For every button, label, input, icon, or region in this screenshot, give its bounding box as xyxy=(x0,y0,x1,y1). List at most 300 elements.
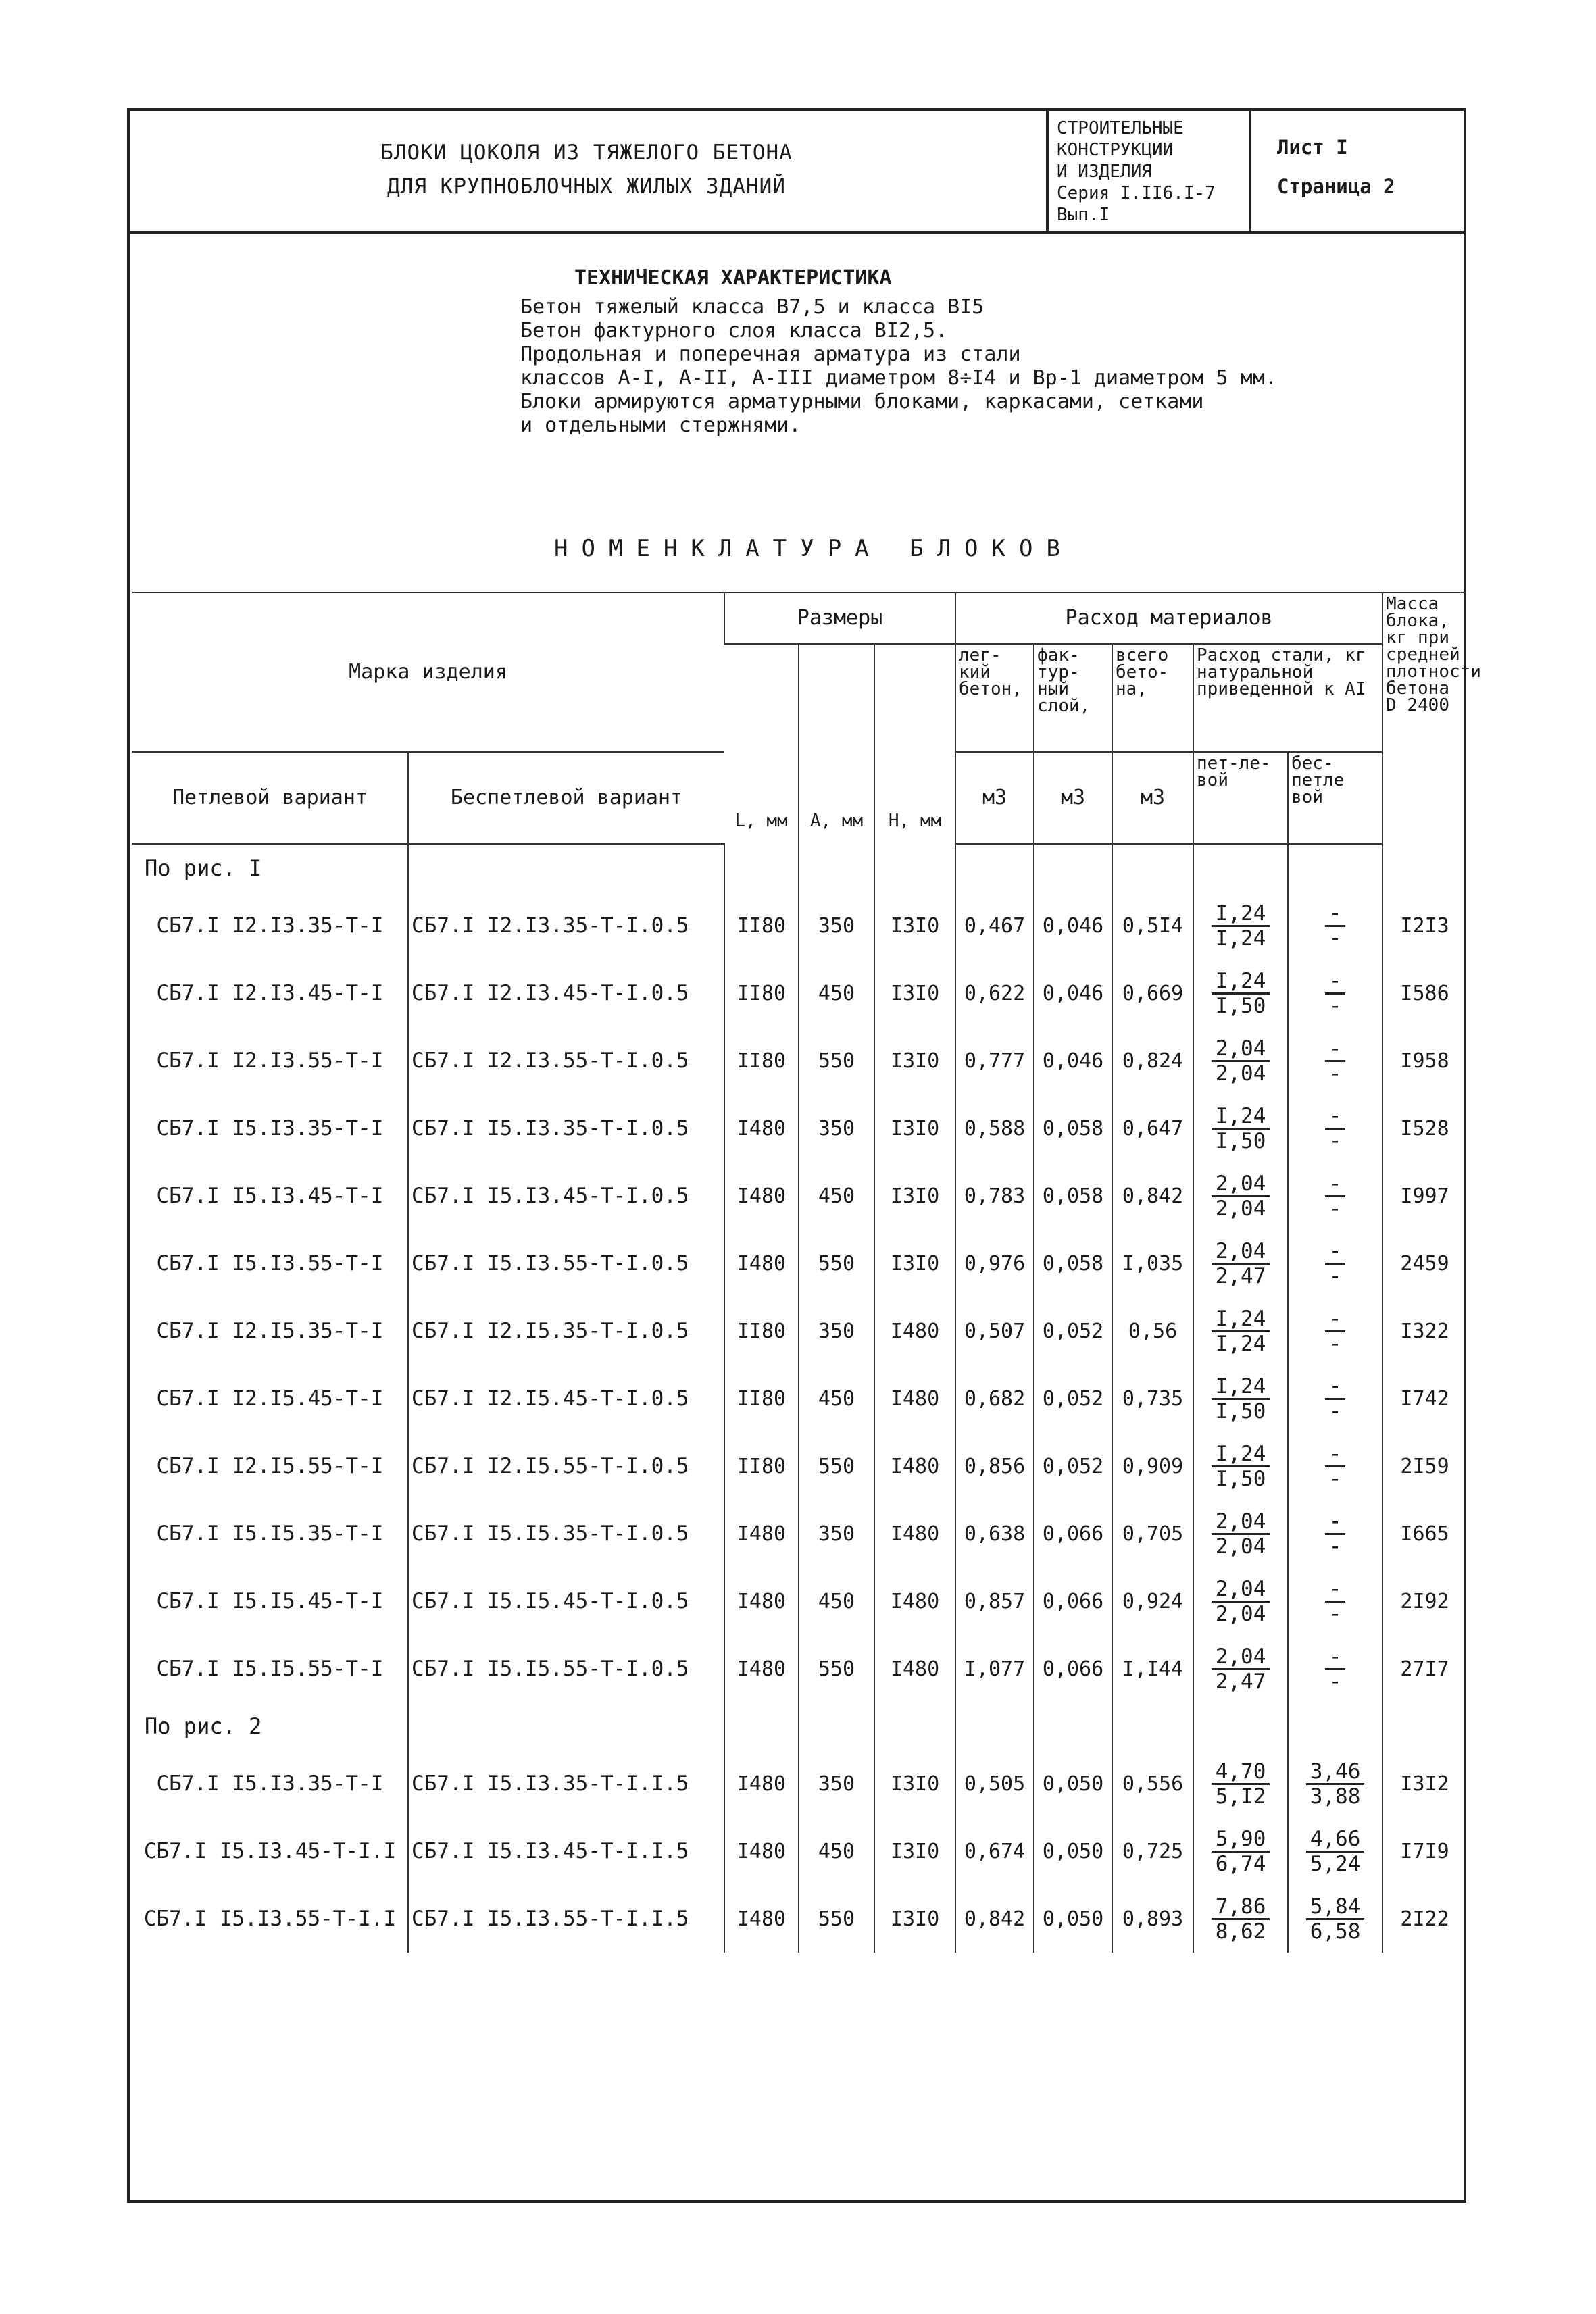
steel-loop-value xyxy=(1212,1895,1270,1943)
steel-loop-cell xyxy=(1193,1567,1288,1635)
steel-loopless-cell xyxy=(1288,1432,1382,1500)
steel-loopless-value xyxy=(1325,1240,1346,1288)
light-concrete-cell xyxy=(955,1567,1034,1635)
facing-layer-cell xyxy=(1034,1885,1112,1953)
loopless-mark xyxy=(408,892,724,959)
loopless-mark-text: СБ7.I I2.I5.45-Т-I.0.5 xyxy=(412,1386,689,1411)
steel-loopless-value-denominator: 6,58 xyxy=(1310,1919,1361,1944)
steel-loop-value-denominator: 8,62 xyxy=(1215,1919,1266,1944)
steel-loopless-value-denominator: - xyxy=(1328,993,1342,1018)
height-text: I3I0 xyxy=(890,981,940,1005)
steel-loopless-cell xyxy=(1288,1750,1382,1817)
mass-cell xyxy=(1382,1095,1466,1162)
tech-heading: ТЕХНИЧЕСКАЯ ХАРАКТЕРИСТИКА xyxy=(574,266,892,290)
table-row xyxy=(132,1432,1466,1500)
light-concrete-cell xyxy=(955,1095,1034,1162)
mass-cell xyxy=(1382,1817,1466,1885)
length-cell xyxy=(724,1027,799,1095)
length-text: II80 xyxy=(737,913,787,938)
facing-layer-text: 0,052 xyxy=(1042,1454,1104,1478)
steel-loop-cell xyxy=(1193,959,1288,1027)
total-concrete-text: 0,5I4 xyxy=(1122,913,1184,938)
length-text: II80 xyxy=(737,1319,787,1343)
total-concrete-cell xyxy=(1112,1027,1193,1095)
loopless-mark xyxy=(408,1095,724,1162)
height-cell xyxy=(874,1095,955,1162)
steel-loopless-value-denominator: - xyxy=(1328,1534,1342,1559)
width-cell xyxy=(799,1750,874,1817)
height-cell xyxy=(874,892,955,959)
length-cell xyxy=(724,1297,799,1365)
loop-mark xyxy=(132,1567,408,1635)
loop-mark-text: СБ7.I I2.I5.55-Т-I xyxy=(156,1454,384,1478)
loopless-mark xyxy=(408,1500,724,1567)
height-text: I3I0 xyxy=(890,913,940,938)
length-text: I480 xyxy=(737,1657,787,1681)
tech-line: классов А-I, А-II, А-III диаметром 8÷I4 и Вр-1 диаметром 5 мм. xyxy=(520,366,1277,390)
mass-cell xyxy=(1382,959,1466,1027)
length-cell xyxy=(724,1567,799,1635)
loopless-mark xyxy=(408,1750,724,1817)
steel-loop-value xyxy=(1212,1105,1270,1153)
loopless-mark-text: СБ7.I I2.I3.35-Т-I.0.5 xyxy=(412,913,689,938)
steel-loop-value-numerator: 2,04 xyxy=(1212,1510,1270,1535)
page-number: Страница 2 xyxy=(1277,175,1395,198)
steel-loopless-value-denominator: - xyxy=(1328,1196,1342,1221)
loopless-mark xyxy=(408,1365,724,1432)
group-row-fig2-label xyxy=(132,1703,408,1750)
loop-mark-text: СБ7.I I2.I3.45-Т-I xyxy=(156,981,384,1005)
width-text: 550 xyxy=(818,1454,855,1478)
empty-cell xyxy=(1382,844,1466,892)
width-cell xyxy=(799,1297,874,1365)
steel-loopless-value-numerator: - xyxy=(1325,1307,1346,1332)
total-concrete-cell xyxy=(1112,1230,1193,1297)
loopless-mark-text: СБ7.I I5.I5.35-Т-I.0.5 xyxy=(412,1521,689,1546)
loopless-mark xyxy=(408,1885,724,1953)
steel-loopless-cell xyxy=(1288,1567,1382,1635)
steel-loopless-value-denominator: - xyxy=(1328,1263,1342,1288)
facing-layer-cell xyxy=(1034,1817,1112,1885)
steel-loop-value-denominator: I,50 xyxy=(1215,1399,1266,1424)
height-cell xyxy=(874,1162,955,1230)
loop-mark-text: СБ7.I I5.I3.35-Т-I xyxy=(156,1771,384,1796)
steel-loopless-cell xyxy=(1288,959,1382,1027)
table-row xyxy=(132,959,1466,1027)
facing-layer-text: 0,050 xyxy=(1042,1839,1104,1863)
empty-cell xyxy=(1382,1703,1466,1750)
steel-loopless-value xyxy=(1306,1828,1365,1876)
loop-mark xyxy=(132,892,408,959)
height-text: I480 xyxy=(890,1657,940,1681)
empty-cell xyxy=(1193,1703,1288,1750)
steel-loopless-value-denominator: 3,88 xyxy=(1310,1784,1361,1809)
light-concrete-text: 0,976 xyxy=(964,1251,1026,1276)
steel-loopless-value-numerator: - xyxy=(1325,1510,1346,1535)
length-text: II80 xyxy=(737,1049,787,1073)
total-concrete-cell xyxy=(1112,1500,1193,1567)
nomenclature-table xyxy=(132,592,1481,1953)
steel-loopless-value xyxy=(1325,1037,1346,1085)
steel-loop-value xyxy=(1212,1510,1270,1558)
series-line: СТРОИТЕЛЬНЫЕ xyxy=(1057,118,1184,139)
tech-line: Блоки армируются арматурными блоками, каркасами, сетками xyxy=(520,390,1204,413)
width-text: 350 xyxy=(818,1771,855,1796)
steel-loop-cell xyxy=(1193,1817,1288,1885)
steel-loopless-value xyxy=(1325,1375,1346,1423)
light-concrete-cell xyxy=(955,1230,1034,1297)
total-concrete-text: I,I44 xyxy=(1122,1657,1184,1681)
width-cell xyxy=(799,1230,874,1297)
height-text: I480 xyxy=(890,1521,940,1546)
height-cell xyxy=(874,1500,955,1567)
steel-loopless-value xyxy=(1325,1442,1346,1490)
facing-layer-text: 0,066 xyxy=(1042,1657,1104,1681)
total-concrete-text: 0,842 xyxy=(1122,1184,1184,1208)
mass-cell xyxy=(1382,1885,1466,1953)
steel-loop-value-numerator: I,24 xyxy=(1212,1105,1270,1130)
steel-loopless-value xyxy=(1325,970,1346,1017)
height-cell xyxy=(874,1817,955,1885)
group-row-fig2 xyxy=(132,1703,1466,1750)
steel-loop-cell xyxy=(1193,1095,1288,1162)
steel-loopless-value-numerator: 4,66 xyxy=(1306,1828,1365,1853)
mass-text: 2459 xyxy=(1400,1251,1449,1276)
steel-loopless-cell xyxy=(1288,1885,1382,1953)
empty-cell xyxy=(1034,1703,1112,1750)
series-cell xyxy=(1046,108,1249,231)
steel-loopless-value-denominator: - xyxy=(1328,1466,1342,1491)
empty-cell xyxy=(1288,1703,1382,1750)
mass-cell xyxy=(1382,1500,1466,1567)
length-text: I480 xyxy=(737,1839,787,1863)
loop-mark xyxy=(132,1750,408,1817)
facing-layer-cell xyxy=(1034,1230,1112,1297)
loopless-mark-text: СБ7.I I2.I5.55-Т-I.0.5 xyxy=(412,1454,689,1478)
steel-loop-value-numerator: 4,70 xyxy=(1212,1760,1270,1785)
steel-loop-value-denominator: I,24 xyxy=(1215,926,1266,951)
steel-loopless-value-numerator: 3,46 xyxy=(1306,1760,1365,1785)
length-cell xyxy=(724,1095,799,1162)
empty-cell xyxy=(1112,1703,1193,1750)
total-concrete-text: 0,556 xyxy=(1122,1771,1184,1796)
group-row-fig1-label xyxy=(132,844,408,892)
table-row xyxy=(132,1230,1466,1297)
mass-cell xyxy=(1382,1432,1466,1500)
light-concrete-text: 0,857 xyxy=(964,1589,1026,1613)
total-concrete-text: 0,725 xyxy=(1122,1839,1184,1863)
height-text: I480 xyxy=(890,1589,940,1613)
steel-loop-value xyxy=(1212,1828,1270,1876)
steel-loopless-value-numerator: - xyxy=(1325,1578,1346,1603)
light-concrete-cell xyxy=(955,1635,1034,1703)
loopless-mark xyxy=(408,1027,724,1095)
light-concrete-cell xyxy=(955,1432,1034,1500)
header-steel-loop: пет-ле-вой xyxy=(1193,752,1288,844)
steel-loop-cell xyxy=(1193,1432,1288,1500)
height-cell xyxy=(874,1297,955,1365)
facing-layer-cell xyxy=(1034,1365,1112,1432)
facing-layer-text: 0,058 xyxy=(1042,1251,1104,1276)
height-cell xyxy=(874,1432,955,1500)
total-concrete-cell xyxy=(1112,892,1193,959)
length-cell xyxy=(724,1817,799,1885)
length-cell xyxy=(724,1162,799,1230)
empty-cell xyxy=(955,844,1034,892)
steel-loopless-cell xyxy=(1288,1365,1382,1432)
steel-loopless-cell xyxy=(1288,1027,1382,1095)
empty-cell xyxy=(1288,844,1382,892)
steel-loopless-value xyxy=(1325,1307,1346,1355)
steel-loopless-cell xyxy=(1288,1095,1382,1162)
header-mass: Масса блока, кг при средней плотности бетона D 2400 xyxy=(1382,593,1466,844)
light-concrete-text: 0,507 xyxy=(964,1319,1026,1343)
facing-layer-text: 0,046 xyxy=(1042,1049,1104,1073)
tech-line: Бетон тяжелый класса В7,5 и класса ВI5 xyxy=(520,295,984,319)
steel-loopless-value-numerator: - xyxy=(1325,1442,1346,1467)
mass-text: I7I9 xyxy=(1400,1839,1449,1863)
facing-layer-text: 0,052 xyxy=(1042,1386,1104,1411)
header-total-concrete: всего бето-на, xyxy=(1112,644,1193,752)
loop-mark xyxy=(132,1027,408,1095)
width-cell xyxy=(799,1635,874,1703)
width-text: 450 xyxy=(818,1589,855,1613)
facing-layer-text: 0,050 xyxy=(1042,1907,1104,1931)
mass-cell xyxy=(1382,892,1466,959)
mass-cell xyxy=(1382,1635,1466,1703)
height-cell xyxy=(874,1885,955,1953)
width-cell xyxy=(799,1817,874,1885)
group-row-fig1-text: По рис. I xyxy=(145,855,262,881)
steel-loop-cell xyxy=(1193,1297,1288,1365)
height-text: I3I0 xyxy=(890,1251,940,1276)
steel-loopless-value-numerator: - xyxy=(1325,902,1346,927)
height-text: I3I0 xyxy=(890,1184,940,1208)
steel-loop-value xyxy=(1212,1307,1270,1355)
steel-loop-value-denominator: 6,74 xyxy=(1215,1851,1266,1876)
steel-loop-cell xyxy=(1193,1750,1288,1817)
steel-loop-value-denominator: 2,04 xyxy=(1215,1601,1266,1626)
facing-layer-cell xyxy=(1034,1162,1112,1230)
light-concrete-text: 0,783 xyxy=(964,1184,1026,1208)
header-sizes: Размеры xyxy=(724,593,955,644)
width-text: 350 xyxy=(818,1521,855,1546)
group-row-fig1 xyxy=(132,844,1466,892)
loopless-mark-text: СБ7.I I5.I3.45-Т-I.0.5 xyxy=(412,1184,689,1208)
width-cell xyxy=(799,1567,874,1635)
loopless-mark xyxy=(408,1230,724,1297)
height-cell xyxy=(874,1230,955,1297)
steel-loop-value-denominator: I,50 xyxy=(1215,993,1266,1018)
header-m3: м3 xyxy=(1112,752,1193,844)
empty-cell xyxy=(874,844,955,892)
steel-loop-cell xyxy=(1193,1635,1288,1703)
facing-layer-cell xyxy=(1034,1095,1112,1162)
facing-layer-text: 0,058 xyxy=(1042,1184,1104,1208)
length-cell xyxy=(724,1750,799,1817)
empty-cell xyxy=(874,1703,955,1750)
loop-mark xyxy=(132,1230,408,1297)
steel-loop-value-denominator: I,50 xyxy=(1215,1466,1266,1491)
loopless-mark xyxy=(408,1162,724,1230)
height-text: I480 xyxy=(890,1454,940,1478)
steel-loop-cell xyxy=(1193,1027,1288,1095)
light-concrete-text: 0,505 xyxy=(964,1771,1026,1796)
steel-loopless-value-numerator: - xyxy=(1325,1645,1346,1670)
light-concrete-cell xyxy=(955,1162,1034,1230)
length-text: I480 xyxy=(737,1907,787,1931)
steel-loop-value-denominator: 2,47 xyxy=(1215,1669,1266,1694)
light-concrete-text: 0,674 xyxy=(964,1839,1026,1863)
steel-loopless-value-denominator: - xyxy=(1328,1128,1342,1153)
loop-mark xyxy=(132,1365,408,1432)
empty-cell xyxy=(408,844,724,892)
steel-loop-value-denominator: 2,04 xyxy=(1215,1534,1266,1559)
length-cell xyxy=(724,1635,799,1703)
loopless-mark xyxy=(408,1817,724,1885)
steel-loop-cell xyxy=(1193,892,1288,959)
total-concrete-text: 0,909 xyxy=(1122,1454,1184,1478)
empty-cell xyxy=(799,1703,874,1750)
steel-loopless-value-denominator: - xyxy=(1328,926,1342,951)
total-concrete-text: 0,824 xyxy=(1122,1049,1184,1073)
steel-loopless-value xyxy=(1325,902,1346,950)
steel-loop-value xyxy=(1212,1442,1270,1490)
empty-cell xyxy=(1112,844,1193,892)
light-concrete-cell xyxy=(955,959,1034,1027)
loop-mark xyxy=(132,959,408,1027)
length-text: II80 xyxy=(737,981,787,1005)
loopless-mark xyxy=(408,1432,724,1500)
table-row xyxy=(132,1500,1466,1567)
header-mark: Марка изделия xyxy=(132,593,724,752)
mass-text: I322 xyxy=(1400,1319,1449,1343)
total-concrete-cell xyxy=(1112,959,1193,1027)
total-concrete-cell xyxy=(1112,1365,1193,1432)
light-concrete-text: 0,842 xyxy=(964,1907,1026,1931)
steel-loopless-value xyxy=(1306,1760,1365,1808)
header-L: L, мм xyxy=(724,644,799,844)
steel-loop-cell xyxy=(1193,1365,1288,1432)
width-text: 450 xyxy=(818,981,855,1005)
height-cell xyxy=(874,1635,955,1703)
facing-layer-cell xyxy=(1034,1750,1112,1817)
light-concrete-cell xyxy=(955,1750,1034,1817)
height-text: I3I0 xyxy=(890,1049,940,1073)
table-row xyxy=(132,1635,1466,1703)
header-consumption: Расход материалов xyxy=(955,593,1382,644)
total-concrete-text: 0,669 xyxy=(1122,981,1184,1005)
loop-mark-text: СБ7.I I5.I3.35-Т-I xyxy=(156,1116,384,1140)
table-row xyxy=(132,1817,1466,1885)
height-cell xyxy=(874,959,955,1027)
empty-cell xyxy=(1034,844,1112,892)
steel-loopless-value-denominator: - xyxy=(1328,1601,1342,1626)
loopless-mark-text: СБ7.I I2.I3.55-Т-I.0.5 xyxy=(412,1049,689,1073)
loopless-mark-text: СБ7.I I2.I5.35-Т-I.0.5 xyxy=(412,1319,689,1343)
steel-loopless-value-denominator: - xyxy=(1328,1399,1342,1424)
height-text: I3I0 xyxy=(890,1771,940,1796)
loopless-mark-text: СБ7.I I2.I3.45-Т-I.0.5 xyxy=(412,981,689,1005)
steel-loopless-value-numerator: - xyxy=(1325,1105,1346,1130)
steel-loopless-value xyxy=(1325,1105,1346,1153)
loop-mark xyxy=(132,1297,408,1365)
steel-loopless-cell xyxy=(1288,1500,1382,1567)
height-cell xyxy=(874,1750,955,1817)
width-text: 450 xyxy=(818,1386,855,1411)
total-concrete-cell xyxy=(1112,1635,1193,1703)
steel-loopless-cell xyxy=(1288,1162,1382,1230)
mass-cell xyxy=(1382,1750,1466,1817)
light-concrete-text: 0,588 xyxy=(964,1116,1026,1140)
loopless-mark xyxy=(408,1567,724,1635)
length-text: I480 xyxy=(737,1251,787,1276)
steel-loop-value xyxy=(1212,1172,1270,1220)
steel-loopless-cell xyxy=(1288,1297,1382,1365)
empty-cell xyxy=(955,1703,1034,1750)
table-row xyxy=(132,892,1466,959)
facing-layer-cell xyxy=(1034,1635,1112,1703)
tech-line: и отдельными стержнями. xyxy=(520,413,801,437)
facing-layer-text: 0,066 xyxy=(1042,1521,1104,1546)
empty-cell xyxy=(799,844,874,892)
length-text: I480 xyxy=(737,1521,787,1546)
width-cell xyxy=(799,1162,874,1230)
steel-loop-value-denominator: 5,I2 xyxy=(1215,1784,1266,1809)
table-row xyxy=(132,1750,1466,1817)
steel-loop-value-denominator: I,24 xyxy=(1215,1331,1266,1356)
total-concrete-text: 0,924 xyxy=(1122,1589,1184,1613)
steel-loop-cell xyxy=(1193,1885,1288,1953)
steel-loop-cell xyxy=(1193,1500,1288,1567)
mass-text: I528 xyxy=(1400,1116,1449,1140)
width-text: 450 xyxy=(818,1184,855,1208)
width-cell xyxy=(799,1095,874,1162)
steel-loop-value xyxy=(1212,1645,1270,1693)
header-facing-layer: фак-тур-ный слой, xyxy=(1034,644,1112,752)
mass-text: I958 xyxy=(1400,1049,1449,1073)
light-concrete-cell xyxy=(955,1885,1034,1953)
issue-number: Вып.I xyxy=(1057,205,1110,225)
length-text: II80 xyxy=(737,1454,787,1478)
tech-line: Продольная и поперечная арматура из стали xyxy=(520,343,1021,366)
steel-loop-value-denominator: 2,47 xyxy=(1215,1263,1266,1288)
length-cell xyxy=(724,1230,799,1297)
steel-loop-value xyxy=(1212,1760,1270,1808)
steel-loopless-value xyxy=(1325,1172,1346,1220)
length-text: I480 xyxy=(737,1184,787,1208)
steel-loopless-value-numerator: - xyxy=(1325,970,1346,995)
steel-loop-value xyxy=(1212,902,1270,950)
loopless-mark-text: СБ7.I I5.I3.35-Т-I.I.5 xyxy=(412,1771,689,1796)
steel-loopless-cell xyxy=(1288,1230,1382,1297)
table-row xyxy=(132,1567,1466,1635)
loop-mark xyxy=(132,1162,408,1230)
header-light-concrete: лег-кий бетон, xyxy=(955,644,1034,752)
light-concrete-cell xyxy=(955,1297,1034,1365)
steel-loop-value-numerator: 2,04 xyxy=(1212,1578,1270,1603)
facing-layer-text: 0,046 xyxy=(1042,913,1104,938)
steel-loop-value xyxy=(1212,1240,1270,1288)
loopless-mark-text: СБ7.I I5.I3.55-Т-I.I.5 xyxy=(412,1907,689,1931)
total-concrete-text: 0,893 xyxy=(1122,1907,1184,1931)
width-cell xyxy=(799,892,874,959)
steel-loopless-value-denominator: 5,24 xyxy=(1310,1851,1361,1876)
header-loop-variant: Петлевой вариант xyxy=(132,752,408,844)
steel-loopless-cell xyxy=(1288,1635,1382,1703)
light-concrete-cell xyxy=(955,1817,1034,1885)
steel-loopless-value-numerator: - xyxy=(1325,1375,1346,1400)
